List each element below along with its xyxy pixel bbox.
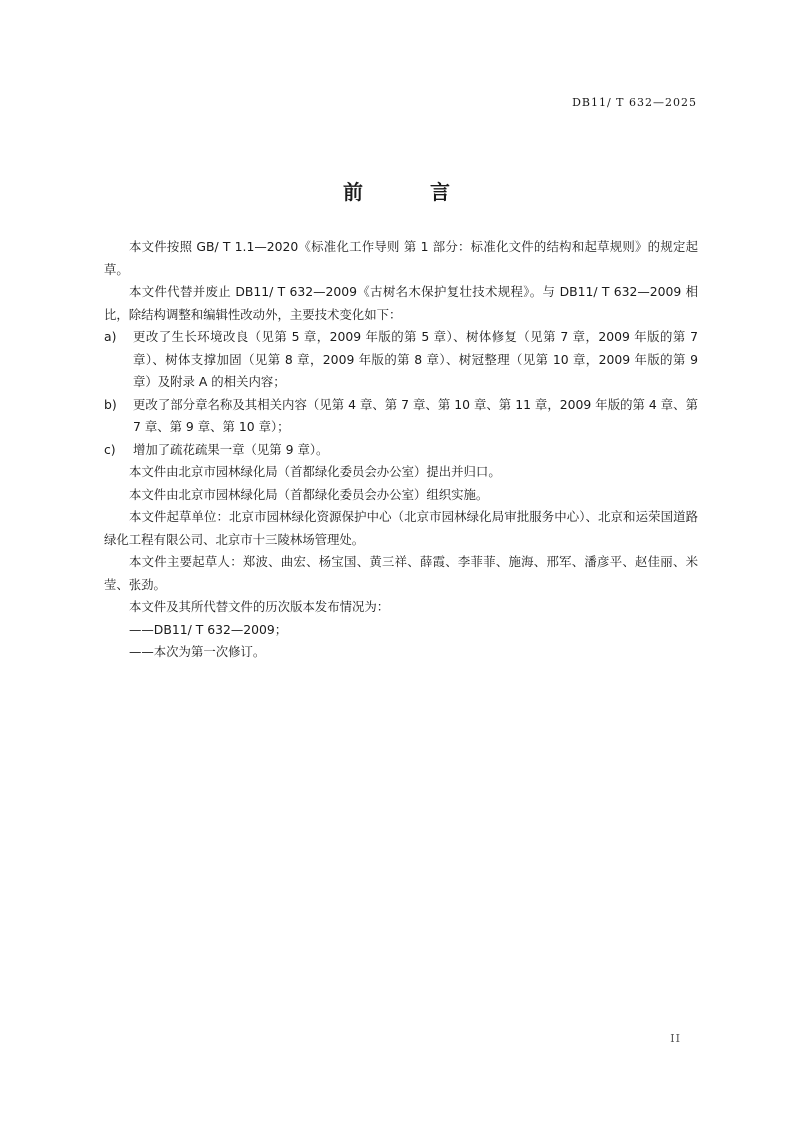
list-item-text: 更改了生长环境改良（见第 5 章，2009 年版的第 5 章）、树体修复（见第 7 章，2009 年版的第 7 章）、树体支撑加固（见第 8 章，2009 年版的第 8 章）、树冠整理（见第 10 章，2009 年版的第 9 章）及附录 A 的相关内容； [133, 329, 698, 389]
list-item-text: 更改了部分章名称及其相关内容（见第 4 章、第 7 章、第 10 章、第 11 章，2009 年版的第 4 章、第 7 章、第 9 章、第 10 章）； [133, 396, 698, 434]
list-marker: b) [104, 396, 117, 412]
paragraph-history-intro: 本文件及其所代替文件的历次版本发布情况为： [129, 599, 390, 614]
history-item: ——本次为第一次修订。 [129, 644, 266, 659]
changes-list [104, 326, 698, 461]
list-item [104, 439, 698, 462]
paragraph-replacement: 本文件代替并废止 DB11/ T 632—2009《古树名木保护复壮技术规程》。与 DB11/ T 632—2009 相比，除结构调整和编辑性改动外，主要技术变化如下： [104, 284, 698, 322]
page-title: 前 言 [343, 180, 480, 204]
paragraph-drafting-rules: 本文件按照 GB/ T 1.1—2020《标准化工作导则 第 1 部分：标准化文件的结构和起草规则》的规定起草。 [104, 239, 698, 277]
history-item: ——DB11/ T 632—2009； [129, 621, 288, 637]
list-marker: a) [104, 329, 117, 344]
paragraph-drafters: 本文件主要起草人：郑波、曲宏、杨宝国、黄三祥、薛霞、李菲菲、施海、邢军、潘彦平、赵佳丽、米莹、张劲。 [104, 554, 698, 592]
paragraph-proposer: 本文件由北京市园林绿化局（首都绿化委员会办公室）提出并归口。 [129, 464, 501, 479]
list-item [104, 326, 698, 394]
list-item [104, 394, 698, 439]
list-marker: c) [104, 441, 116, 457]
page-number: II [670, 1032, 681, 1045]
paragraph-implementer: 本文件由北京市园林绿化局（首都绿化委员会办公室）组织实施。 [129, 486, 489, 502]
list-item-text: 增加了疏花疏果一章（见第 9 章）。 [133, 441, 329, 457]
paragraph-drafting-units: 本文件起草单位：北京市园林绿化资源保护中心（北京市园林绿化局审批服务中心）、北京和运荣国道路绿化工程有限公司、北京市十三陵林场管理处。 [104, 509, 698, 547]
document-body [104, 236, 698, 664]
standard-code: DB11/ T 632—2025 [572, 96, 697, 109]
